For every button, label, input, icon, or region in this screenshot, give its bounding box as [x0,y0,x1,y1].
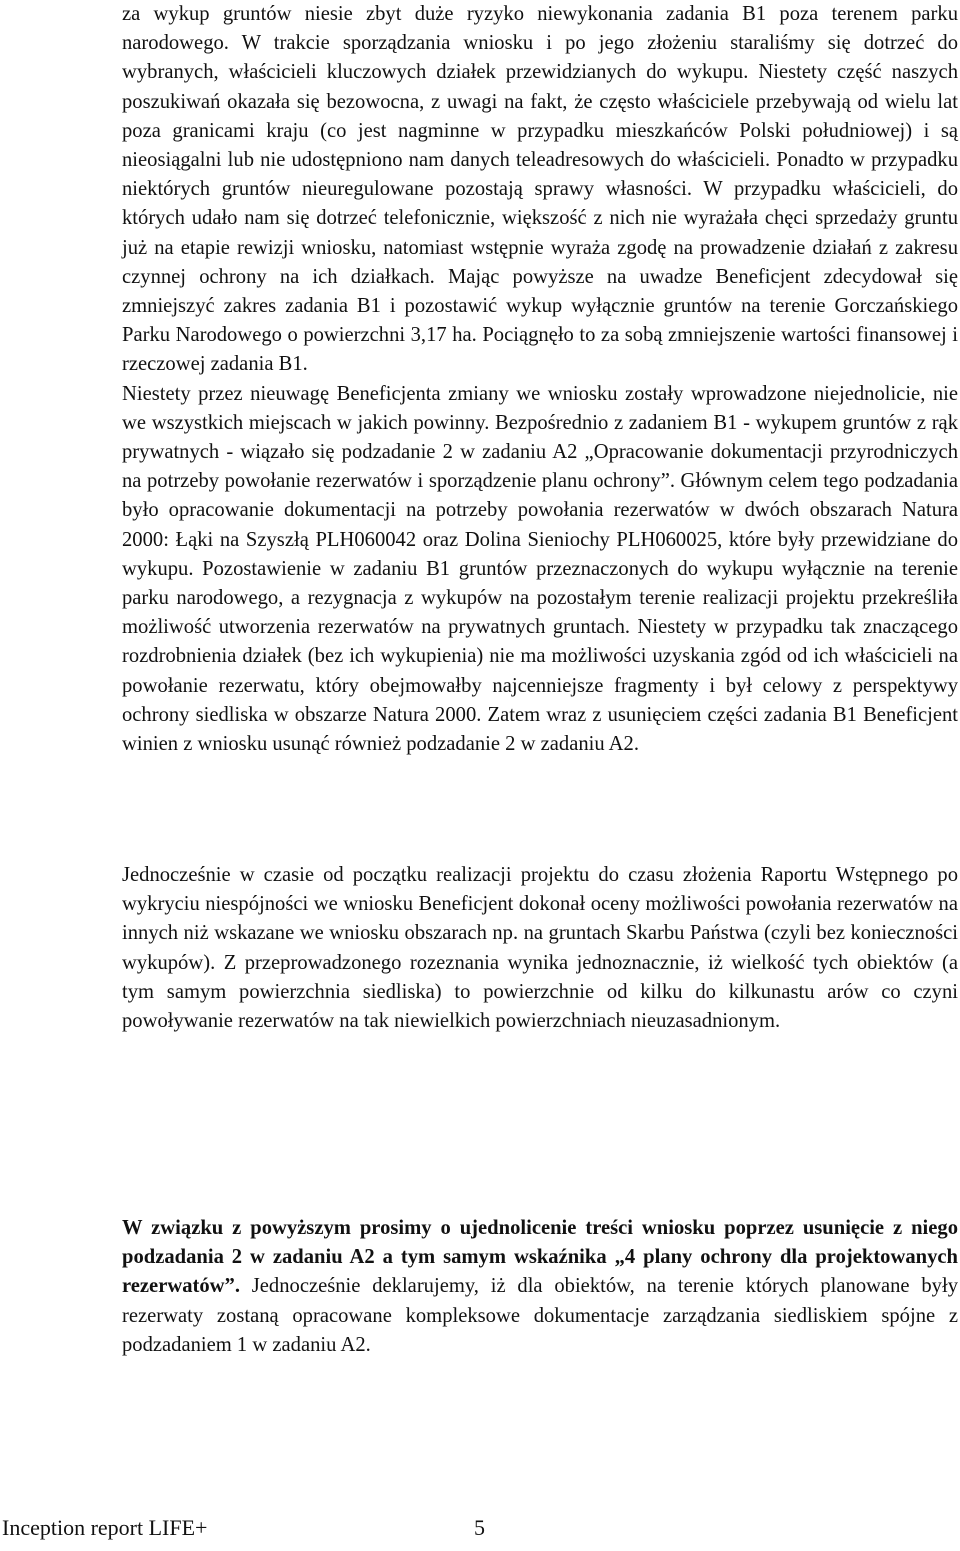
footer-title: Inception report LIFE+ [2,1515,208,1540]
paragraph-1-part-1: za wykup gruntów niesie zbyt duże ryzyko niewykonania zadania B1 poza terenem parku narodowego. W trakcie sporządzania wniosku i po jego złożeniu staraliśmy się dotrzeć do wybranych, właścicieli kluczowych działek przewidzianych do wykupu. Niestety część naszych poszukiwań okazała się bezowocna, z uwagi na fakt, że często właściciele przebywają od wielu lat poza granicami kraju (co jest nagminne w przypadku mieszkańców Polski południowej) i są nieosiągalni lub nie udostępniono nam danych teleadresowych do właścicieli. Ponadto w przypadku niektórych gruntów nieuregulowane pozostają sprawy własności. W przypadku właścicieli, do których udało nam się dotrzeć telefonicznie, większość z nich nie wyrażała chęci sprzedaży gruntu już na etapie rewizji wniosku, natomiast wstępnie wyraża zgodę na prowadzenie działań z zakresu czynnej ochrony na ich działkach. Mając powyższe na uwadze Beneficjent zdecydował się zmniejszyć zakres zadania B1 i pozostawić wykup wyłącznie gruntów na terenie Gorczańskiego Parku Narodowego o powierzchni 3,17 ha. Pociągnęło to za sobą zmniejszenie wartości finansowej i rzeczowej zadania B1. [122,3,958,376]
paragraph-3-bold-request: W związku z powyższym prosimy o ujednolicenie treści wniosku poprzez usunięcie z niego podzadania 2 w zadaniu A2 a tym samym wskaźnika „4 plany ochrony dla projektowanych rezerwatów”. [122,1217,958,1298]
paragraph-2: Jednocześnie w czasie od początku realizacji projektu do czasu złożenia Raportu Wstępnego po wykryciu niespójności we wniosku Beneficjent dokonał oceny możliwości powołania rezerwatów na innych niż wskazane we wniosku obszarach np. na gruntach Skarbu Państwa (czyli bez konieczności wykupów). Z przeprowadzonego rozeznania wynika jednoznacznie, iż wielkość tych obiektów (a tym samym powierzchnia siedliska) to powierzchnie od kilku do kilkunastu arów co czyni powoływanie rezerwatów na tak niewielkich powierzchniach nieuzasadnionym. [122,864,958,1033]
paragraph-1-part-2: Niestety przez nieuwagę Beneficjenta zmiany we wniosku zostały wprowadzone niejednolicie, nie we wszystkich miejscach w jakich powinny. Bezpośrednio z zadaniem B1 - wykupem gruntów z rąk prywatnych - wiązało się podzadanie 2 w zadaniu A2 „Opracowanie dokumentacji przyrodniczych na potrzeby powołanie rezerwatów i sporządzenie planu ochrony”. Głównym celem tego podzadania było opracowanie dokumentacji na potrzeby powołania rezerwatów w dwóch obszarach Natura 2000: Łąki na Szyszłą PLH060042 oraz Dolina Sieniochy PLH060025, które były przewidziane do wykupu. Pozostawienie w zadaniu B1 gruntów przeznaczonych do wykupu wyłącznie na terenie parku narodowego, a rezygnacja z wykupów na pozostałym terenie realizacji projektu przekreśliła możliwość utworzenia rezerwatów na prywatnych gruntach. Niestety w przypadku tak znaczącego rozdrobnienia działek (bez ich wykupienia) nie ma możliwości uzyskania zgód od ich właścicieli na powołanie rezerwatu, który obejmowałby najcenniejsze fragmenty i był celowy z perspektywy ochrony siedliska w obszarze Natura 2000. Zatem wraz z usunięciem części zadania B1 Beneficjent winien z wniosku usunąć również podzadanie 2 w zadaniu A2. [122,382,958,756]
page-footer [2,1515,960,1545]
page-number: 5 [474,1515,485,1540]
paragraph-3-declaration: Jednocześnie deklarujemy, iż dla obiektów, na terenie których planowane były rezerwaty zostaną opracowane kompleksowe dokumentacje zarządzania siedliskiem spójne z podzadaniem 1 w zadaniu A2. [122,1275,958,1356]
paragraph-3 [122,1214,958,1360]
paragraph-1 [122,0,958,759]
